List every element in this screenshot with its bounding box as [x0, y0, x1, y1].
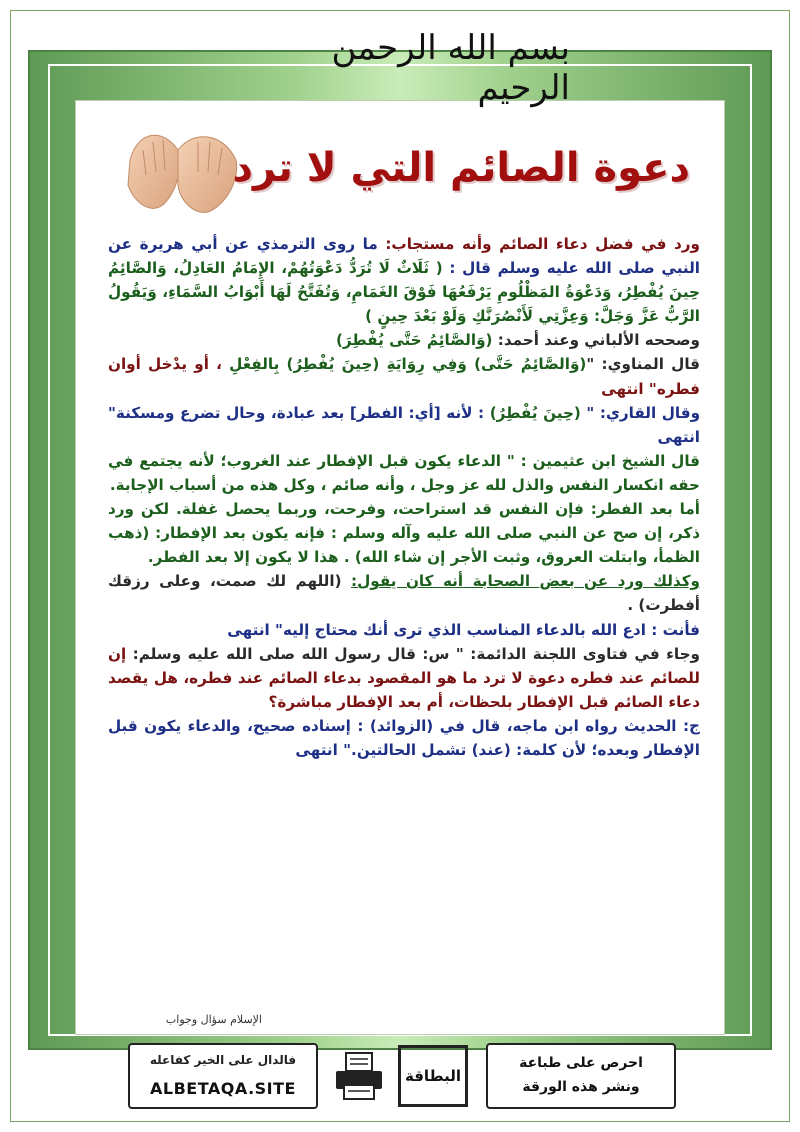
text-segment: إن للصائم عند فطره دعوة لا ترد ما هو المقصود بدعاء الصائم عند فطره، هل يقصد دعاء الصائم قبل الإفطار بلحظات، أم بعد الإفطار مباشرة؟	[108, 644, 700, 711]
text-segment: (اللهم لك صمت، وعلى رزقك أفطرت) .	[108, 572, 700, 615]
text-segment: قال الشيخ ابن عثيمين : " الدعاء يكون قبل الإفطار عند الغروب؛ لأنه يجتمع في حقه انكسار النفس والذل لله عز وجل ، وأنه صائم ، وكل هذه من أسباب الإجابة.	[108, 451, 700, 494]
paragraph	[108, 352, 700, 400]
paragraph	[108, 569, 700, 617]
footer-site-link[interactable]: ALBETAQA.SITE	[150, 1079, 296, 1098]
footer	[128, 1043, 676, 1111]
text-segment: قال المناوي: "	[586, 355, 700, 374]
text-segment: أما بعد الفطر: فإن النفس قد استراحت، وفرحت، وربما يحصل غفلة. لكن ورد ذكر، إن صح عن النبي صلى الله عليه وآله وسلم : فإنه يكون بعد الإفطار: (ذهب الظمأ، وابتلت العروق، وثبت الأجر إن شاء الله) . هذا لا يكون إلا بعد الفطر.	[108, 500, 700, 567]
praying-hands-icon	[118, 120, 248, 220]
paragraph	[108, 618, 700, 642]
albetaqa-logo: البطاقة	[398, 1045, 468, 1107]
basmala-calligraphy	[230, 28, 570, 108]
footer-print-box	[486, 1043, 676, 1109]
paragraph	[108, 642, 700, 714]
paragraph	[108, 714, 700, 762]
paragraph	[108, 232, 700, 328]
footer-print-line1: احرص على طباعة	[519, 1055, 643, 1071]
text-segment: وصححه الألباني وعند أحمد:	[492, 331, 700, 350]
text-segment: ، أو يدْخل أوان فطره" انتهى	[108, 355, 700, 398]
basmala-text: بسم الله الرحمن الرحيم	[331, 28, 570, 108]
paragraph	[108, 497, 700, 569]
paragraph	[108, 328, 700, 352]
footer-proverb: فالدال على الخير كفاعله	[149, 1053, 297, 1067]
text-segment: ورد في فضل دعاء الصائم وأنه مستجاب:	[377, 235, 700, 253]
footer-site-box[interactable]	[128, 1043, 318, 1109]
text-segment: وجاء في فتاوى اللجنة الدائمة: " س: قال رسول الله صلى الله عليه وسلم:	[126, 644, 700, 663]
paragraph	[108, 401, 700, 449]
page-title: دعوة الصائم التي لا ترد	[232, 145, 690, 191]
text-segment: : لأنه [أي: الفطر] بعد عبادة، وحال تضرع ومسكنة" انتهى	[108, 403, 700, 446]
text-segment: (حِينَ يُفْطِرُ)	[489, 403, 581, 422]
text-segment: فأنت : ادع الله بالدعاء المناسب الذي ترى أنك محتاج إليه" انتهى	[227, 620, 700, 639]
article-body	[108, 232, 700, 762]
text-segment: ج: الحديث رواه ابن ماجه، قال في (الزوائد) : إسناده صحيح، والدعاء يكون قبل الإفطار وبعده؛ لأن كلمة: (عند) تشمل الحالتين." انتهى	[108, 716, 700, 759]
text-segment: ( ثَلَاثٌ لَا تُرَدُّ دَعْوَتُهُمْ، الإِمَامُ العَادِلُ، وَالصَّائِمُ حِينَ يُفْطِرُ، وَدَعْوَةُ المَظْلُومِ يَرْفَعُهَا فَوْقَ الغَمَامِ، وَتُفَتَّحُ لَهَا أَبْوَابُ السَّمَاءِ، وَيَقُولُ الرَّبُّ عَزَّ وَجَلَّ: وَعِزَّتِي لَأَنْصُرَنَّكِ وَلَوْ بَعْدَ حِينٍ )	[108, 259, 700, 326]
text-segment: وقال القاري: "	[580, 403, 701, 422]
footer-logo-area	[328, 1043, 476, 1109]
text-segment: ما روى الترمذي عن أبي هريرة عن النبي صلى الله عليه وسلم قال :	[108, 235, 700, 278]
text-segment: (وَالصَّائِمُ حَتَّى يُفْطِرَ)	[335, 331, 493, 350]
printer-icon	[332, 1049, 386, 1103]
paragraph	[108, 449, 700, 497]
footer-print-line2: ونشر هذه الورقة	[522, 1079, 640, 1095]
text-segment: (وَالصَّائِمُ حَتَّى) وَفِي رِوَايَةِ (حِينَ يُفْطِرُ) بِالفِعْلِ	[229, 355, 587, 374]
source-credit: الإسلام سؤال وجواب	[165, 1013, 262, 1026]
text-segment: وكذلك ورد عن بعض الصحابة أنه كان يقول:	[351, 572, 700, 591]
